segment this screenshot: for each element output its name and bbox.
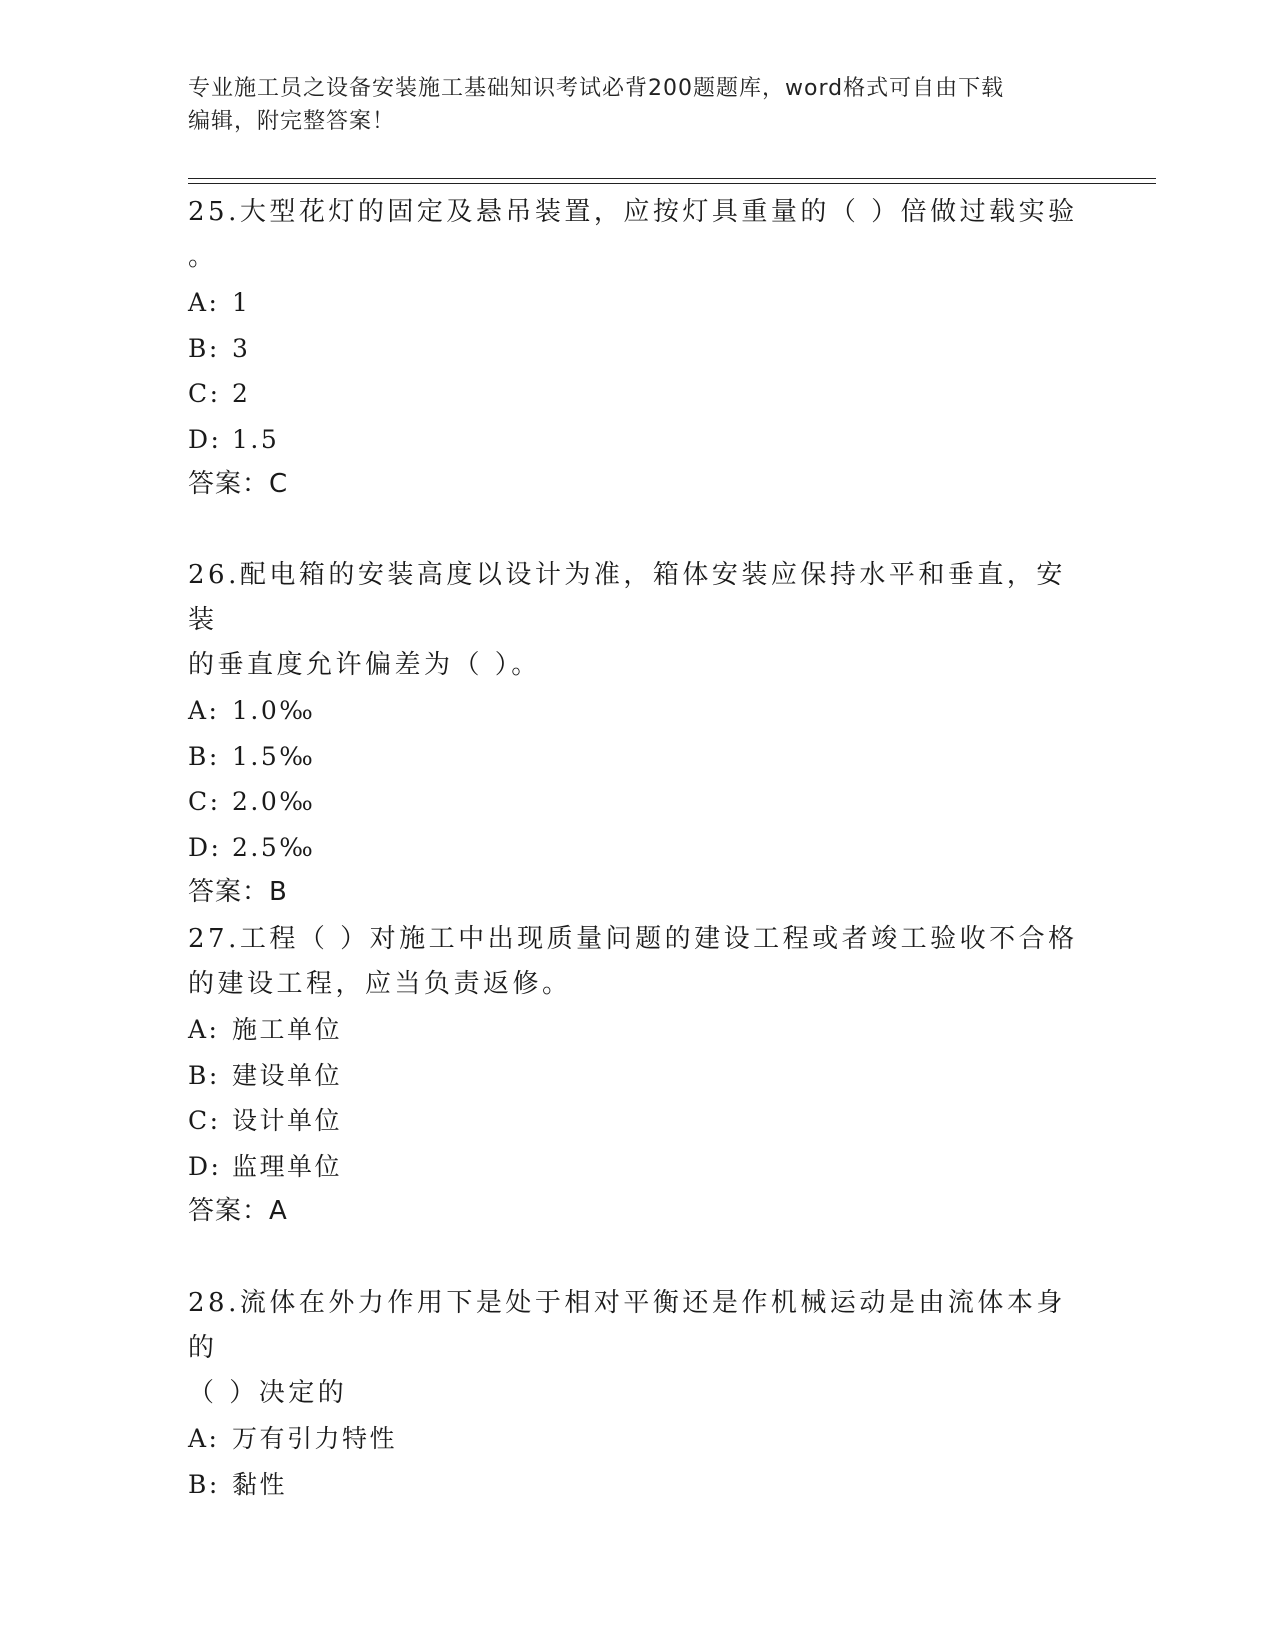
option-text: 1 bbox=[232, 288, 251, 317]
option-c bbox=[188, 1098, 1088, 1144]
option-letter: B: bbox=[188, 1060, 220, 1090]
option-d bbox=[188, 825, 1088, 871]
option-b bbox=[188, 326, 1088, 372]
option-text: 黏性 bbox=[232, 1469, 288, 1499]
question-stem-line: 的建设工程，应当负责返修。 bbox=[188, 969, 572, 999]
answer-line: 答案：C bbox=[188, 469, 289, 499]
option-letter: B: bbox=[188, 1469, 220, 1499]
option-text: 施工单位 bbox=[232, 1015, 343, 1044]
option-text: 1.0‰ bbox=[232, 696, 316, 725]
question-stem-line: 25.大型花灯的固定及悬吊装置，应按灯具重量的（ ）倍做过载实验 bbox=[188, 197, 1078, 227]
option-text: 2.5‰ bbox=[232, 832, 316, 862]
question-stem-line: （ ）决定的 bbox=[188, 1378, 348, 1408]
option-text: 1.5 bbox=[232, 424, 280, 454]
option-letter: B: bbox=[188, 333, 220, 363]
option-d bbox=[188, 1144, 1088, 1190]
header-divider-top bbox=[188, 178, 1156, 179]
question-stem-line: 26.配电箱的安装高度以设计为准，箱体安装应保持水平和垂直，安装 bbox=[188, 560, 1066, 635]
question-stem-line: 的垂直度允许偏差为（ ）。 bbox=[188, 650, 541, 680]
option-text: 设计单位 bbox=[232, 1106, 343, 1135]
option-text: 2.0‰ bbox=[232, 787, 316, 816]
question-27 bbox=[188, 917, 1088, 1234]
option-letter: B: bbox=[188, 741, 220, 771]
option-letter: C: bbox=[188, 1106, 221, 1135]
question-26 bbox=[188, 553, 1088, 915]
option-letter: D: bbox=[188, 424, 222, 454]
option-letter: D: bbox=[188, 832, 222, 862]
option-a bbox=[188, 1416, 1088, 1462]
header-line-1: 专业施工员之设备安装施工基础知识考试必背200题题库，word格式可自由下载 bbox=[188, 76, 1005, 101]
option-c bbox=[188, 779, 1088, 825]
option-letter: D: bbox=[188, 1151, 222, 1181]
option-letter: C: bbox=[188, 379, 221, 408]
question-stem-line: 28.流体在外力作用下是处于相对平衡还是作机械运动是由流体本身的 bbox=[188, 1288, 1066, 1363]
option-letter: A: bbox=[188, 1015, 220, 1044]
option-letter: A: bbox=[188, 696, 220, 725]
document-header bbox=[188, 72, 1068, 138]
option-a bbox=[188, 688, 1088, 734]
option-text: 3 bbox=[232, 333, 251, 363]
answer-line: 答案：B bbox=[188, 877, 288, 907]
option-text: 万有引力特性 bbox=[232, 1424, 398, 1453]
option-text: 1.5‰ bbox=[232, 741, 316, 771]
option-letter: C: bbox=[188, 787, 221, 816]
option-b bbox=[188, 1462, 1088, 1508]
question-stem-line: 。 bbox=[188, 242, 218, 272]
option-a bbox=[188, 280, 1088, 326]
option-letter: A: bbox=[188, 288, 220, 317]
question-28 bbox=[188, 1281, 1088, 1507]
header-line-2: 编辑，附完整答案！ bbox=[188, 109, 396, 134]
option-d bbox=[188, 417, 1088, 463]
answer-line: 答案：A bbox=[188, 1196, 288, 1226]
option-text: 建设单位 bbox=[232, 1060, 343, 1090]
question-25 bbox=[188, 190, 1088, 507]
option-text: 2 bbox=[232, 379, 251, 408]
option-b bbox=[188, 1053, 1088, 1099]
option-b bbox=[188, 734, 1088, 780]
header-divider-bottom bbox=[188, 183, 1156, 184]
option-letter: A: bbox=[188, 1424, 220, 1453]
option-a bbox=[188, 1007, 1088, 1053]
option-text: 监理单位 bbox=[232, 1151, 343, 1181]
question-stem-line: 27.工程（ ）对施工中出现质量问题的建设工程或者竣工验收不合格 bbox=[188, 924, 1078, 954]
option-c bbox=[188, 371, 1088, 417]
